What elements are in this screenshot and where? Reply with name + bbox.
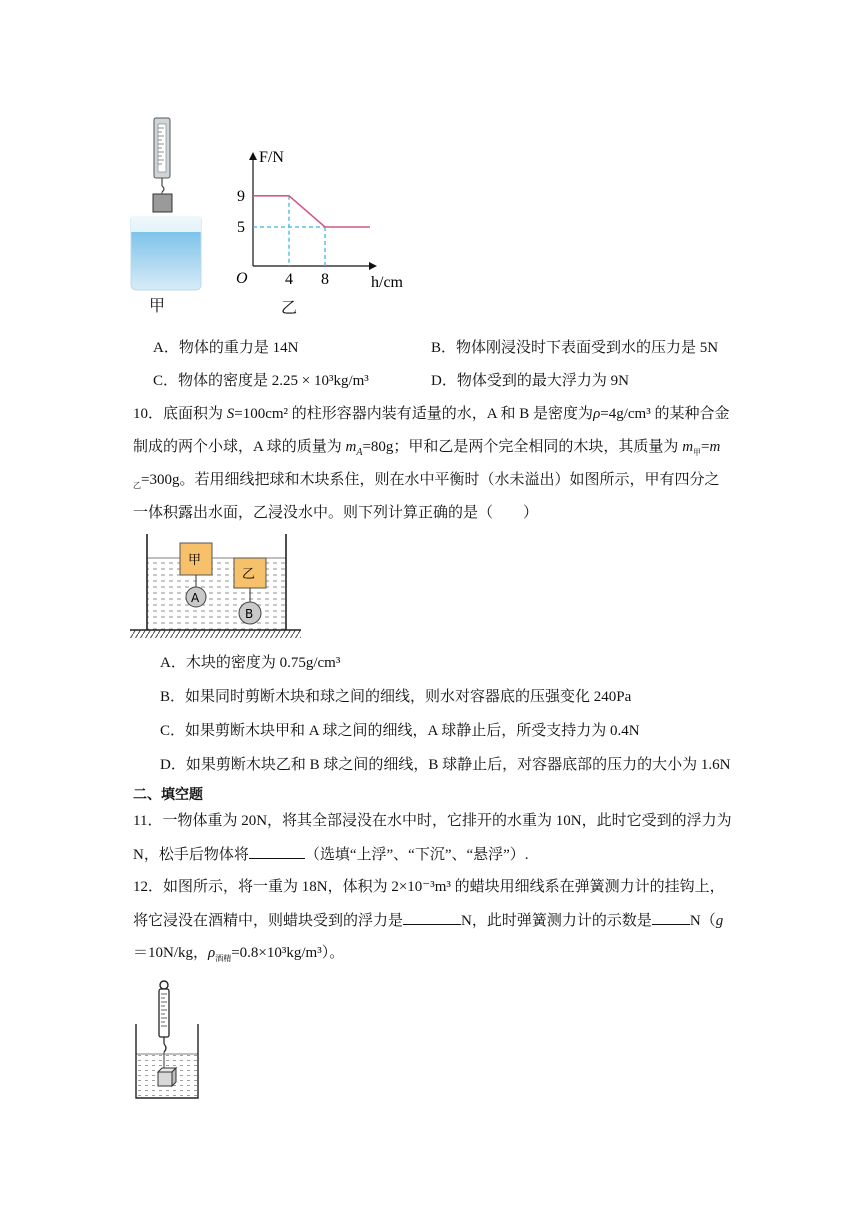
- figure-yi-force-depth-graph: [225, 140, 425, 300]
- series-force-line: [253, 196, 370, 227]
- figure-jia-caption: 甲: [149, 296, 166, 315]
- section-title-fill-in: 二、填空题: [133, 787, 203, 803]
- figure-yi-caption: 乙: [281, 298, 298, 317]
- chart-tick-labels: [237, 188, 329, 288]
- chart-series-line: [253, 196, 370, 227]
- origin-label: O: [236, 270, 248, 287]
- q12-blank-1[interactable]: [403, 910, 461, 925]
- x-tick-label: 8: [321, 271, 329, 288]
- q11-blank[interactable]: [249, 844, 305, 859]
- q11-line-2: N，松手后物体将 （选填“上浮”、“下沉”、“悬浮”）.: [133, 844, 529, 865]
- ball-a-label: A: [191, 591, 200, 605]
- q12-line-3: ＝10N/kg，$\rho_{酒精}=0.8\times 10^3kg/m^3$）。: [133, 945, 345, 963]
- q10-option-a: A．木块的密度为 0.75g/cm³: [160, 655, 341, 671]
- q12-blank-2[interactable]: [652, 910, 690, 925]
- x-tick-label: 4: [285, 271, 293, 288]
- y-tick-label: 9: [237, 187, 245, 205]
- q10-container-figure: [128, 530, 303, 640]
- x-axis-label: h/cm: [371, 274, 403, 291]
- q9-option-b: B．物体刚浸没时下表面受到水的压力是 5N: [431, 340, 719, 356]
- block-yi-label: 乙: [242, 567, 256, 582]
- q10-option-c: C．如果剪断木块甲和 A 球之间的细线，A 球静止后，所受支持力为 0.4N: [160, 723, 640, 739]
- y-axis-label: F/N: [259, 149, 284, 166]
- q10-option-b: B．如果同时剪断木块和球之间的细线，则水对容器底的压强变化 240Pa: [160, 689, 632, 705]
- chart-dashed-guides: [253, 196, 325, 266]
- q10-option-d: D．如果剪断木块乙和 B 球之间的细线，B 球静止后，对容器底部的压力的大小为 1.6N: [160, 757, 731, 773]
- chart-axes: [249, 152, 377, 270]
- q12-line-2: 将它浸没在酒精中，则蜡块受到的浮力是 N，此时弹簧测力计的示数是 N（g: [133, 910, 723, 931]
- q9-option-d: D．物体受到的最大浮力为 9N: [431, 373, 629, 389]
- x-axis-arrow: [369, 262, 377, 270]
- q10-line-1: 10．底面积为 S=100cm² 的柱形容器内装有适量的水，A 和 B 是密度为ρ=4g/cm³ 的某种合金: [133, 406, 730, 422]
- q11-line-1: 11．一物体重为 20N，将其全部浸没在水中时，它排开的水重为 10N，此时它受到的浮力为: [133, 813, 732, 829]
- q9-option-c: C．物体的密度是 2.25 × 10³kg/m³: [153, 373, 369, 389]
- q12-line-1: 12．如图所示，将一重为 18N，体积为 2×10⁻³m³ 的蜡块用细线系在弹簧测力计的挂钩上，: [133, 879, 725, 895]
- y-tick-label: 5: [237, 219, 245, 236]
- q10-line-2: 制成的两个小球，A 球的质量为 $m_A=80g$；甲和乙是两个完全相同的木块，其质量为 $m_甲=m$: [133, 439, 721, 458]
- q10-line-4: 一体积露出水面，乙浸没水中。则下列计算正确的是（ ）: [133, 505, 539, 521]
- q12-spring-scale-figure: [130, 978, 205, 1103]
- ball-b-label: B: [245, 607, 254, 621]
- figure-jia-spring-scale: [125, 112, 215, 312]
- block-jia-label: 甲: [188, 553, 202, 568]
- q10-line-3: $_乙$=300g。若用细线把球和木块系住，则在水中平衡时（水未溢出）如图所示，甲有四分之: [133, 472, 720, 490]
- q9-option-a: A．物体的重力是 14N: [153, 340, 299, 356]
- y-axis-arrow: [249, 152, 257, 160]
